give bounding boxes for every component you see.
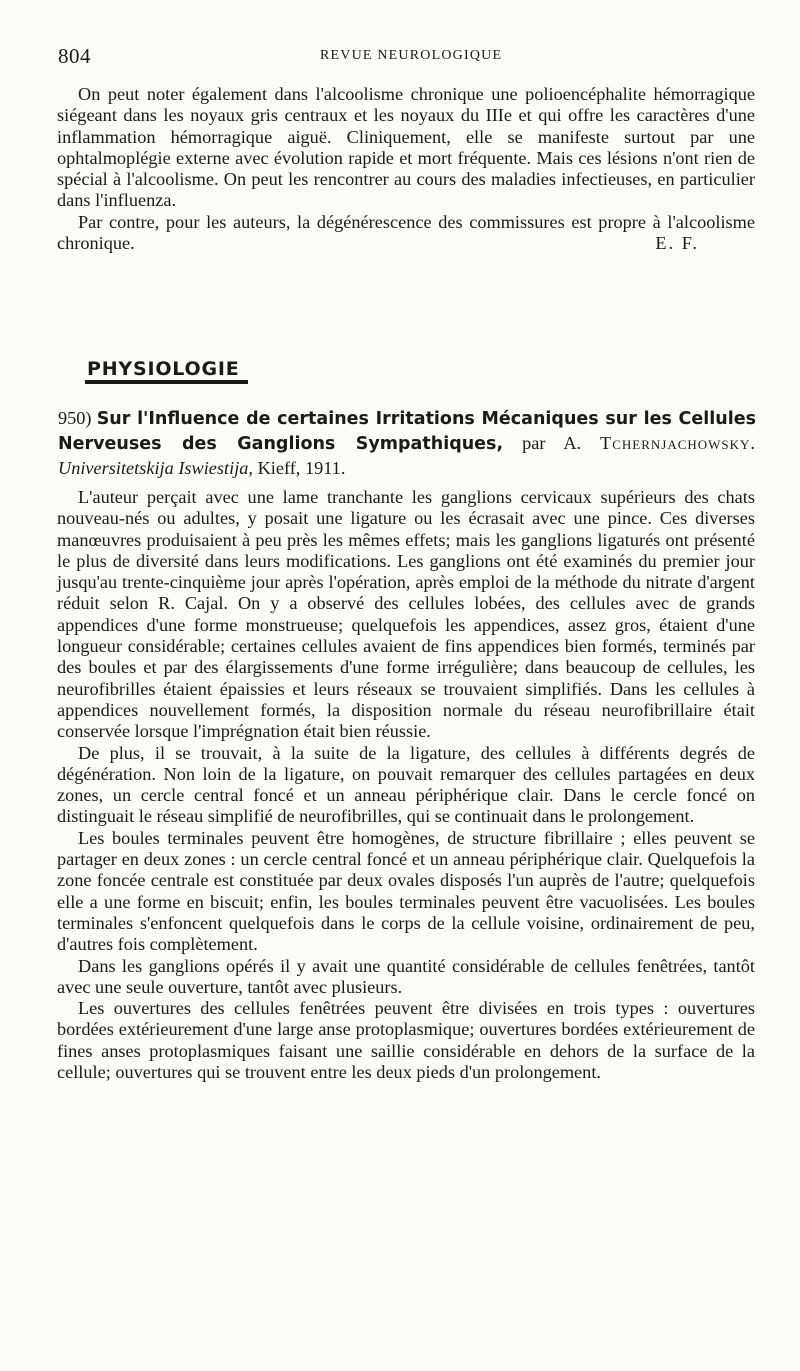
section-title: PHYSIOLOGIE (87, 358, 240, 380)
paragraph: On peut noter également dans l'alcoolisme chronique une polioencéphalite hémorragique siégeant dans les noyaux gris centraux et les noyaux du IIIe et qui offre les caractères d'une inflammation hémorragique aiguë. Cliniquement, elle se manifeste surtout par une ophtalmoplégie externe avec évolution rapide et mort fréquente. Mais ces lésions n'ont rien de spécial à l'alcoolisme. On peut les rencontrer au cours des maladies infectieuses, en particulier dans l'influenza. (57, 84, 755, 211)
paragraph: De plus, il se trouvait, à la suite de la ligature, des cellules à différents degrés de dégénération. Non loin de la ligature, on pouvait remarquer des cellules partagées en deux zones, un cercle central foncé et un anneau périphérique clair. Dans le cercle foncé on distinguait le réseau simplifié de neurofibrilles, qui se continuait dans le prolongement. (57, 742, 755, 827)
article-author: Tchernjachowsky. (600, 433, 756, 453)
paragraph: L'auteur perçait avec une lame tranchante les ganglions cervicaux supérieurs des chats nouveau-nés ou adultes, y posait une ligature ou les écrasait avec une pince. Ces diverses manœuvres produisaient à peu près les mêmes effets; mais les ganglions ligaturés ont présenté le plus de diversité dans leurs modifications. Les ganglions ont été examinés du premier jour jusqu'au trente-cinquième jour après l'opération, après emploi de la méthode du nitrate d'argent réduit selon R. Cajal. On y a observé des cellules lobées, des cellules avec de grands appendices d'une forme monstrueuse; quelquefois les appendices, assez gros, étaient d'une longueur considérable; certaines cellules avaient de fins appendices bien formés, terminés par des boules et par des élargissements d'une forme irrégulière; dans beaucoup de cellules, les neurofibrilles étaient épaissies et leurs réseaux se trouvaient simplifiés. Dans les cellules à appendices nouvellement formés, la disposition normale du réseau neurofibrillaire était conservée lorsque l'imprégnation était bien réussie. (57, 487, 755, 742)
article-place-year: Kieff, 1911. (257, 458, 346, 478)
paragraph: Les boules terminales peuvent être homogènes, de structure fibrillaire ; elles peuvent se partager en deux zones : un cercle central foncé et un anneau périphérique clair. Quelquefois la zone foncée centrale est constituée par deux ovales disposés l'un auprès de l'autre; quelquefois elle a une forme en biscuit; enfin, les boules terminales peuvent être vacuolisées. Les boules terminales s'enfoncent quelquefois dans le corps de la cellule voisine, ordinairement de peu, d'autres fois complètement. (57, 827, 755, 955)
article-title: Sur l'Influence de certaines Irritations Mécaniques sur les Cellules Nerveuses des Ganglions Sympathiques, (58, 409, 756, 454)
section-underline (85, 380, 248, 384)
page-header (58, 44, 758, 68)
paragraph-text: Par contre, pour les auteurs, la dégénérescence des commissures est propre à l'alcoolisme chronique. (57, 211, 755, 254)
paragraph (57, 212, 755, 255)
article-by: par A. (522, 433, 582, 453)
running-head: REVUE NEUROLOGIQUE (320, 48, 503, 63)
previous-review-text (57, 84, 755, 254)
article-body (57, 487, 755, 1083)
article-journal: Universitetskija Iswiestija, (58, 458, 253, 478)
paragraph: Les ouvertures des cellules fenêtrées peuvent être divisées en trois types : ouvertures bordées extérieurement d'une large anse protoplasmique; ouvertures bordées extérieurement de fines anses protoplasmiques faisant une saillie considérable en dehors de la surface de la cellule; ouvertures qui se trouvent entre les deux pieds d'un prolongement. (57, 998, 755, 1083)
article-number: 950) (58, 408, 92, 428)
signature: E. F. (655, 233, 699, 254)
paragraph: Dans les ganglions opérés il y avait une quantité considérable de cellules fenêtrées, tantôt avec une seule ouverture, tantôt avec plusieurs. (57, 955, 755, 997)
page-number: 804 (58, 44, 91, 68)
article-heading (58, 406, 756, 480)
